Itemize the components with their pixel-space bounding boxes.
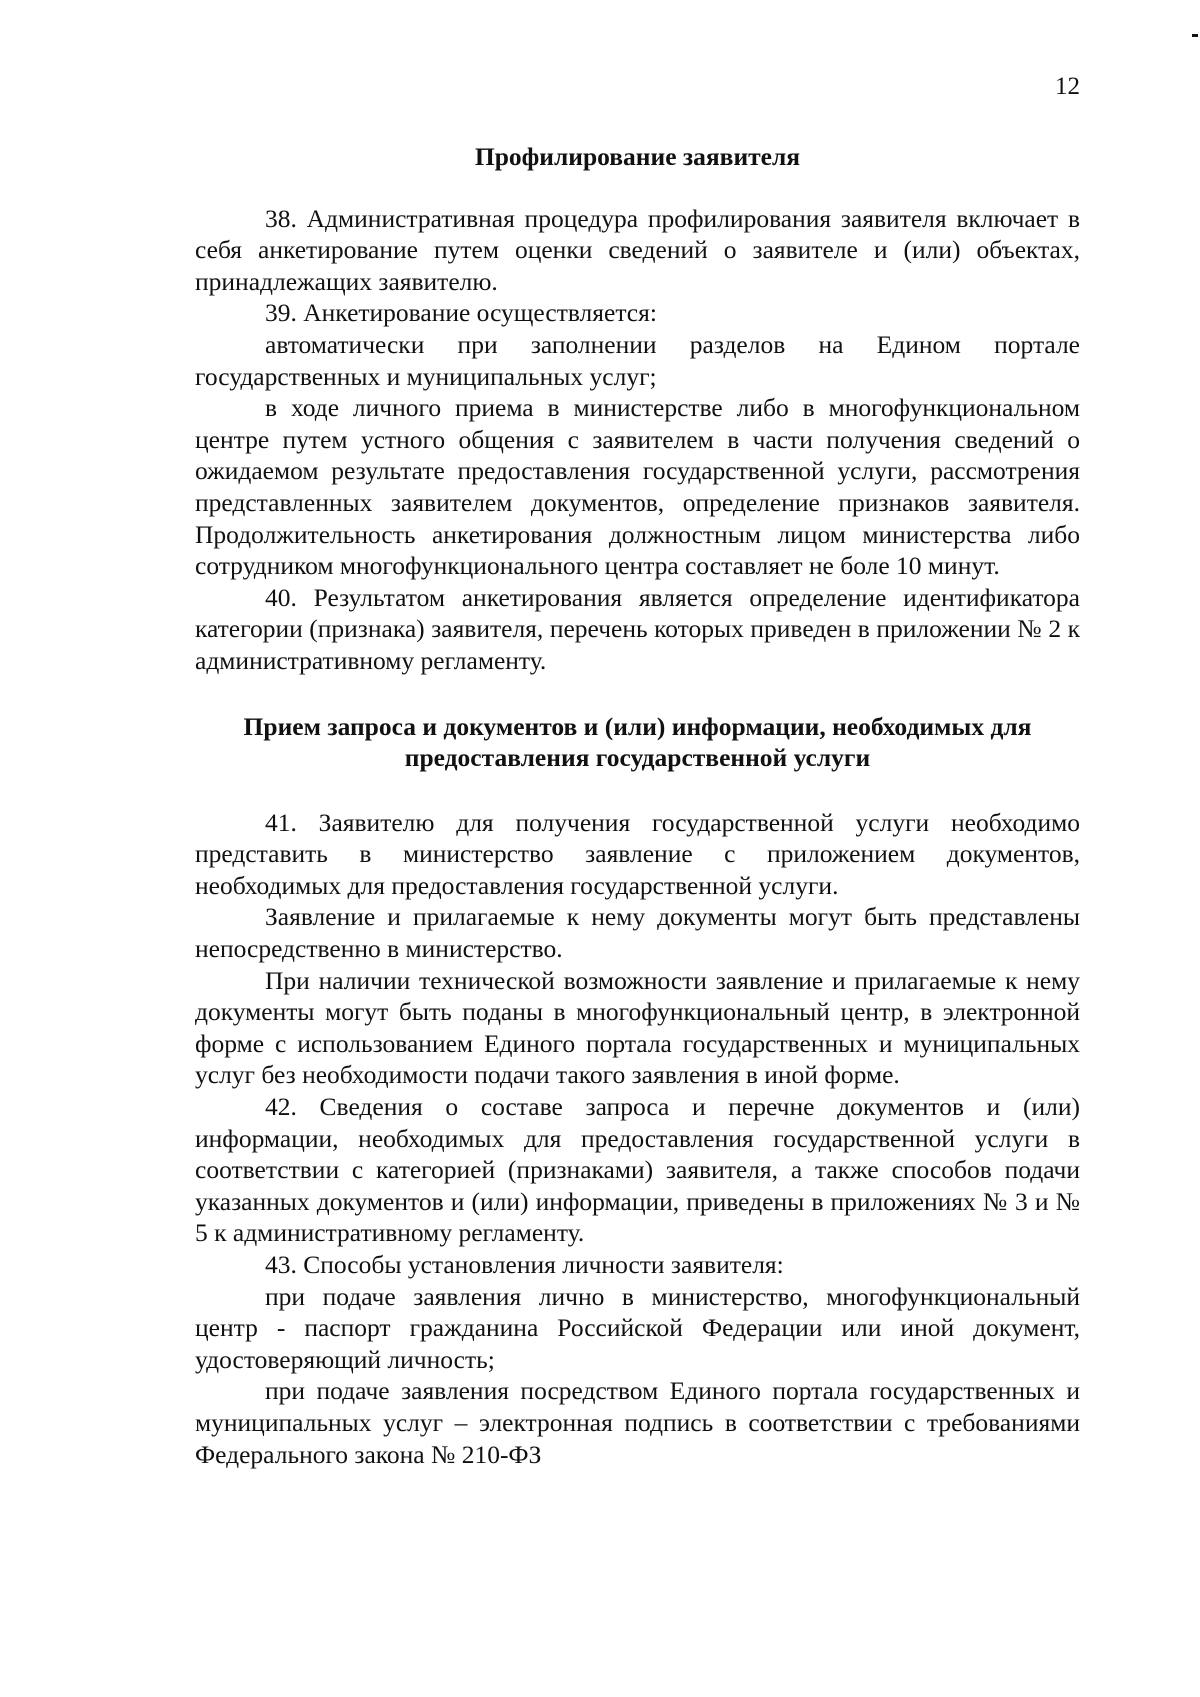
paragraph-39: 39. Анкетирование осуществляется: xyxy=(265,298,657,328)
paragraph-41-direct: Заявление и прилагаемые к нему документы могут быть представлены непосредственно в министерство. xyxy=(195,902,1080,964)
paragraph-41: 41. Заявителю для получения государственной услуги необходимо представить в министерство заявление с приложением документов, необходимых для предоставления государственной услуги. xyxy=(195,807,1080,900)
paragraph-43-item-personal: при подаче заявления лично в министерство, многофункциональный центр - паспорт гражданина Российской Федерации или иной документ, удостоверяющий личность; xyxy=(195,1281,1080,1374)
document-body xyxy=(195,141,1080,1470)
page-number: 12 xyxy=(1055,73,1080,100)
section-heading-request xyxy=(195,711,1080,774)
paragraph-43: 43. Способы установления личности заявителя: xyxy=(265,1250,784,1279)
paragraph-39-item-personal: в ходе личного приема в министерстве либо в многофункциональном центре путем устного общения с заявителем в части получения сведений о ожидаемом результате предоставления государственной услуги, рассмотрения представленных заявителем документов, определение признаков заявителя. Продолжительность анкетирования должностным лицом министерства либо сотрудником многофункционального центра составляет не боле 10 минут. xyxy=(195,393,1080,581)
section-heading-request-line1: Прием запроса и документов и (или) информации, необходимых для xyxy=(243,711,1032,741)
paragraph-41-electronic: При наличии технической возможности заявление и прилагаемые к нему документы могут быть поданы в многофункциональный центр, в электронной форме с использованием Единого портала государственных и муниципальных услуг без необходимости подачи такого заявления в иной форме. xyxy=(195,965,1080,1090)
paragraph-40: 40. Результатом анкетирования является определение идентификатора категории (признака) заявителя, перечень которых приведен в приложении № 2 к административному регламенту. xyxy=(195,582,1080,675)
section-heading-profiling: Профилирование заявителя xyxy=(474,142,801,171)
paragraph-43-item-portal: при подаче заявления посредством Единого портала государственных и муниципальных услуг – электронная подпись в соответствии с требованиями Федерального закона № 210-ФЗ xyxy=(195,1376,1080,1469)
paragraph-42: 42. Сведения о составе запроса и перечне документов и (или) информации, необходимых для предоставления государственной услуги в соответствии с категорией (признаками) заявителя, а также способов подачи указанных документов и (или) информации, приведены в приложениях № 3 и № 5 к административному регламенту. xyxy=(195,1092,1080,1248)
paragraph-38: 38. Административная процедура профилирования заявителя включает в себя анкетирование путем оценки сведений о заявителе и (или) объектах, принадлежащих заявителю. xyxy=(195,203,1080,296)
section-heading-request-line2: предоставления государственной услуги xyxy=(404,743,871,773)
paragraph-39-item-auto: автоматически при заполнении разделов на Едином портале государственных и муниципальных услуг; xyxy=(195,329,1080,391)
scan-edge-mark xyxy=(1192,34,1198,37)
